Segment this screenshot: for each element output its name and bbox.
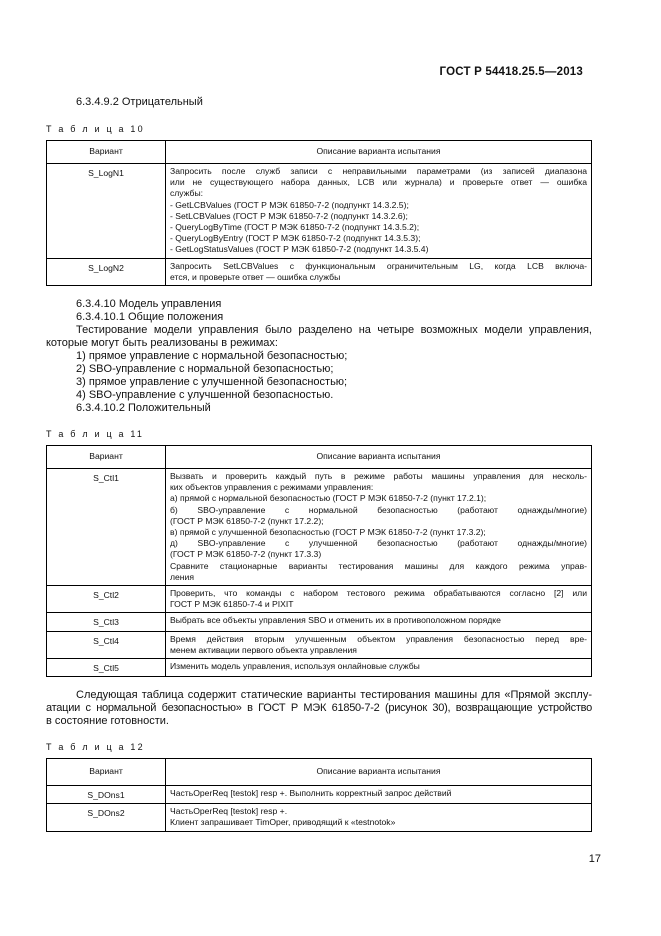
cell-line: б) SBO-управление с нормальной безопасностью (работают однажды/многие) bbox=[170, 504, 587, 515]
cell-line: - QueryLogByTime (ГОСТ Р МЭК 61850-7-2 (подпункт 14.3.5.2); bbox=[170, 222, 420, 233]
table-row bbox=[47, 631, 592, 658]
variant-cell: S_Ctl1 bbox=[47, 469, 166, 586]
description-cell bbox=[166, 613, 592, 631]
cell-line: - GetLogStatusValues (ГОСТ Р МЭК 61850-7-2 (подпункт 14.3.5.4) bbox=[170, 244, 429, 255]
section-heading-control-model: 6.3.4.10 Модель управления bbox=[76, 298, 222, 310]
section-heading-positive: 6.3.4.10.2 Положительный bbox=[76, 402, 211, 414]
description-cell bbox=[166, 258, 592, 285]
cell-line: в) прямой с улучшенной безопасностью (ГОСТ Р МЭК 61850-7-2 (пункт 17.3.2); bbox=[170, 527, 486, 538]
list-item: 2) SBO-управление с нормальной безопасностью; bbox=[76, 363, 334, 375]
variant-cell: S_LogN1 bbox=[47, 164, 166, 259]
variant-cell: S_DOns1 bbox=[47, 786, 166, 804]
table-row bbox=[47, 659, 592, 677]
table-row bbox=[47, 258, 592, 285]
paragraph-line: Тестирование модели управления было разделено на четыре возможных модели управления, bbox=[76, 324, 592, 336]
cell-line: - GetLCBValues (ГОСТ Р МЭК 61850-7-2 (подпункт 14.3.2.5); bbox=[170, 199, 409, 210]
table-row bbox=[47, 786, 592, 804]
cell-line: службы: bbox=[170, 188, 204, 199]
table-row bbox=[47, 804, 592, 831]
description-cell bbox=[166, 469, 592, 586]
variant-cell: S_LogN2 bbox=[47, 258, 166, 285]
table10-header-row bbox=[47, 141, 592, 164]
paragraph-line: которые могут быть реализованы в режимах: bbox=[46, 337, 278, 349]
cell-line: ется, и проверьте ответ — ошибка службы bbox=[170, 271, 341, 282]
table10-col-variant: Вариант bbox=[47, 141, 166, 164]
cell-line: ЧастьOperReq [testok] resp +. bbox=[170, 806, 288, 817]
cell-line: - SetLCBValues (ГОСТ Р МЭК 61850-7-2 (подпункт 14.3.2.6); bbox=[170, 210, 408, 221]
list-item: 1) прямое управление с нормальной безопасностью; bbox=[76, 350, 348, 362]
cell-line: Запросить SetLCBValues с функциональным ограничительным LG, когда LCB включа- bbox=[170, 260, 587, 271]
cell-line: или не существующего набора данных, LCB или журнала) и проверьте ответ — ошибка bbox=[170, 177, 587, 188]
cell-line: Вызвать и проверить каждый путь в режиме работы машины управления для несколь- bbox=[170, 471, 587, 481]
description-cell bbox=[166, 804, 592, 831]
cell-line: а) прямой с нормальной безопасностью (ГОСТ Р МЭК 61850-7-2 (пункт 17.2.1); bbox=[170, 493, 487, 504]
cell-line: Изменить модель управления, используя онлайновые службы bbox=[170, 661, 420, 672]
page-number: 17 bbox=[588, 853, 601, 865]
cell-line: Запросить после служб записи с неправильными параметрами (из записей диапазона bbox=[170, 166, 587, 176]
description-cell bbox=[166, 164, 592, 259]
cell-line: Сравните стационарные варианты тестирования машины для каждого режима управ- bbox=[170, 560, 587, 571]
cell-line: ления bbox=[170, 571, 194, 582]
cell-line: Клиент запрашивает TimOper, приводящий к «testnotok» bbox=[170, 817, 396, 828]
table-row bbox=[47, 613, 592, 631]
table10-col-description: Описание варианта испытания bbox=[166, 141, 592, 164]
table12-col-description: Описание варианта испытания bbox=[166, 759, 592, 786]
variant-cell: S_Ctl2 bbox=[47, 586, 166, 613]
list-item: 3) прямое управление с улучшенной безопасностью; bbox=[76, 376, 348, 388]
variant-cell: S_DOns2 bbox=[47, 804, 166, 831]
table12-header-row bbox=[47, 759, 592, 786]
variant-cell: S_Ctl4 bbox=[47, 631, 166, 658]
cell-line: менем активации первого объекта управления bbox=[170, 644, 357, 655]
cell-line: Выбрать все объекты управления SBO и отменить их в противоположном порядке bbox=[170, 615, 501, 626]
document-header: ГОСТ Р 54418.25.5—2013 bbox=[439, 66, 583, 78]
table11-header-row bbox=[47, 446, 592, 469]
paragraph-line: атации с нормальной безопасностью» в ГОСТ Р МЭК 61850-7-2 (рисунок 30), возвращающие устройство bbox=[46, 702, 592, 714]
table-row bbox=[47, 164, 592, 259]
table10 bbox=[46, 140, 592, 286]
table11 bbox=[46, 445, 592, 677]
table-row bbox=[47, 469, 592, 586]
description-cell bbox=[166, 586, 592, 613]
paragraph-line: в состояние готовности. bbox=[46, 715, 169, 727]
description-cell bbox=[166, 786, 592, 804]
list-item: 4) SBO-управление с улучшенной безопасностью. bbox=[76, 389, 334, 401]
section-heading-negative: 6.3.4.9.2 Отрицательный bbox=[76, 96, 203, 108]
cell-line: Проверить, что команды с набором тестового режима обрабатываются согласно [2] или bbox=[170, 588, 587, 599]
cell-line: ГОСТ Р МЭК 61850-7-4 и PIXIT bbox=[170, 599, 294, 610]
table11-caption: Т а б л и ц а 11 bbox=[46, 429, 145, 439]
variant-cell: S_Ctl3 bbox=[47, 613, 166, 631]
cell-line: (ГОСТ Р МЭК 61850-7-2 (пункт 17.2.2); bbox=[170, 515, 324, 526]
cell-line: ких объектов управления с режимами управления: bbox=[170, 482, 374, 493]
table12 bbox=[46, 758, 592, 832]
table11-col-variant: Вариант bbox=[47, 446, 166, 469]
paragraph-line: Следующая таблица содержит статические варианты тестирования машины для «Прямой эксплу- bbox=[76, 689, 592, 701]
table11-col-description: Описание варианта испытания bbox=[166, 446, 592, 469]
cell-line: ЧастьOperReq [testok] resp +. Выполнить корректный запрос действий bbox=[170, 788, 452, 798]
section-heading-general: 6.3.4.10.1 Общие положения bbox=[76, 311, 224, 323]
cell-line: - QueryLogByEntry (ГОСТ Р МЭК 61850-7-2 (подпункт 14.3.5.3); bbox=[170, 233, 421, 244]
description-cell bbox=[166, 631, 592, 658]
table-row bbox=[47, 586, 592, 613]
variant-cell: S_Ctl5 bbox=[47, 659, 166, 677]
cell-line: (ГОСТ Р МЭК 61850-7-2 (пункт 17.3.3) bbox=[170, 549, 322, 560]
cell-line: д) SBO-управление с улучшенной безопасностью (работают однажды/многие) bbox=[170, 538, 587, 549]
table10-caption: Т а б л и ц а 10 bbox=[46, 124, 145, 134]
description-cell bbox=[166, 659, 592, 677]
table12-caption: Т а б л и ц а 12 bbox=[46, 742, 145, 752]
table12-col-variant: Вариант bbox=[47, 759, 166, 786]
cell-line: Время действия вторым улучшенным объектом управления безопасностью перед вре- bbox=[170, 633, 587, 644]
